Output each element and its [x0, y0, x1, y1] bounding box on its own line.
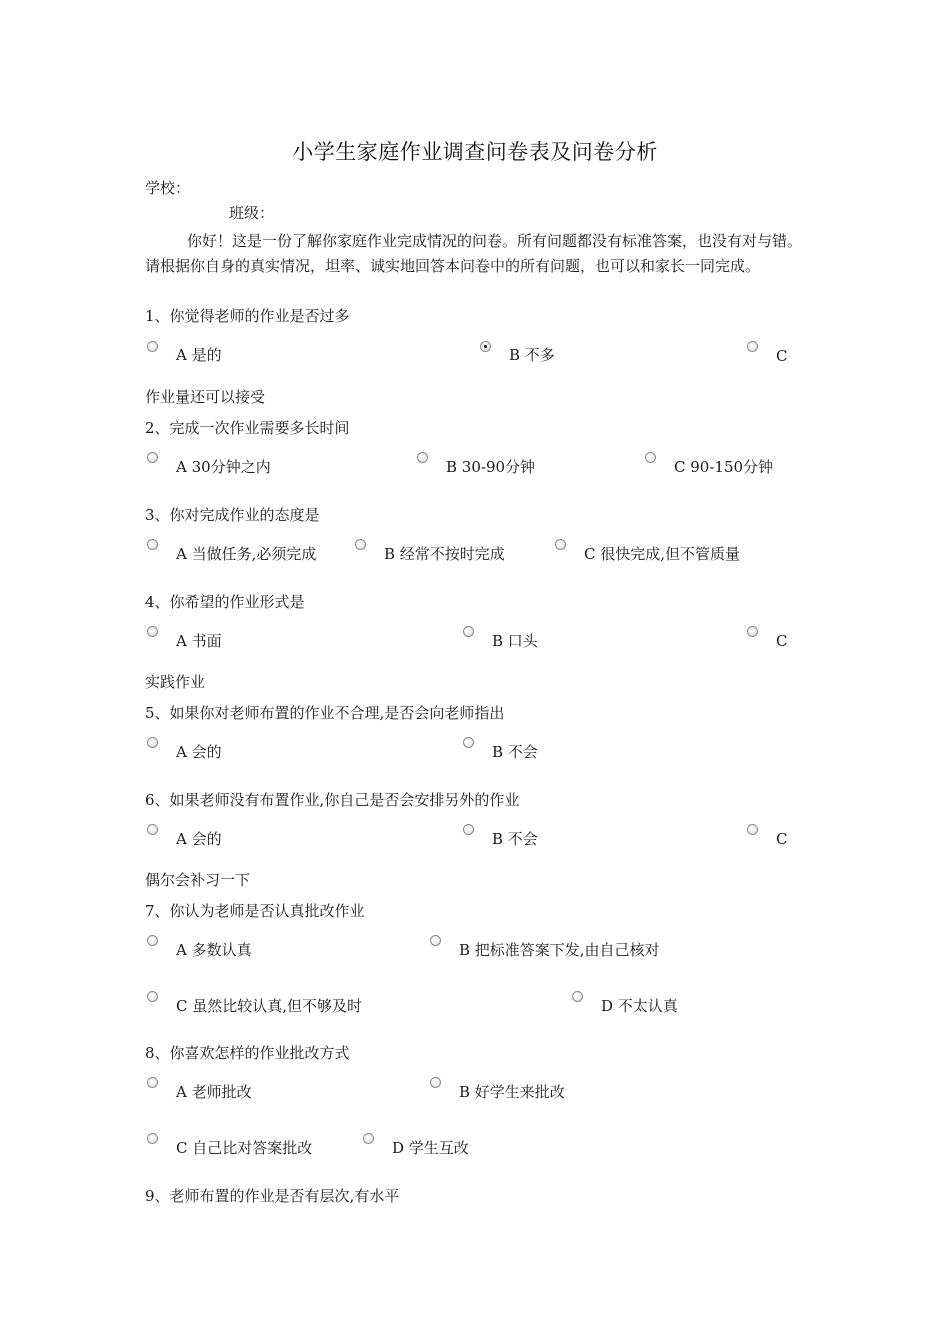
q4-option-c-continuation: 实践作业 [145, 673, 206, 691]
q4-option-a-radio[interactable] [147, 626, 158, 637]
question-5: 5、如果你对老师布置的作业不合理,是否会向老师指出 [145, 704, 505, 722]
q8-option-d-radio[interactable] [363, 1133, 374, 1144]
q4-option-c-radio[interactable] [747, 626, 758, 637]
q4-option-a-label: A 书面 [176, 632, 222, 650]
q6-option-b-radio[interactable] [463, 824, 474, 835]
q7-option-d-label: D 不太认真 [601, 997, 678, 1015]
q3-option-b-label: B 经常不按时完成 [384, 545, 505, 563]
question-3: 3、你对完成作业的态度是 [145, 506, 320, 524]
q8-option-c-radio[interactable] [147, 1133, 158, 1144]
q2-option-b-label: B 30-90分钟 [446, 458, 536, 476]
q5-option-a-label: A 会的 [176, 743, 222, 761]
q7-option-c-radio[interactable] [147, 991, 158, 1002]
q3-option-c-label: C 很快完成,但不管质量 [584, 545, 741, 563]
q7-option-a-radio[interactable] [147, 935, 158, 946]
q8-option-a-label: A 老师批改 [176, 1083, 252, 1101]
school-label: 学校： [145, 179, 191, 197]
q1-option-b-label: B 不多 [509, 346, 555, 364]
q7-option-a-label: A 多数认真 [176, 941, 252, 959]
q8-option-b-label: B 好学生来批改 [459, 1083, 565, 1101]
q5-option-b-radio[interactable] [463, 737, 474, 748]
q7-option-b-label: B 把标准答案下发,由自己核对 [459, 941, 660, 959]
q2-option-a-radio[interactable] [147, 452, 158, 463]
q8-option-b-radio[interactable] [430, 1077, 441, 1088]
question-8: 8、你喜欢怎样的作业批改方式 [145, 1044, 350, 1062]
page-title: 小学生家庭作业调查问卷表及问卷分析 [292, 140, 658, 164]
question-9: 9、老师布置的作业是否有层次,有水平 [145, 1187, 400, 1205]
q8-option-a-radio[interactable] [147, 1077, 158, 1088]
q3-option-a-label: A 当做任务,必须完成 [176, 545, 317, 563]
q6-option-a-radio[interactable] [147, 824, 158, 835]
q6-option-b-label: B 不会 [492, 830, 538, 848]
q8-option-d-label: D 学生互改 [392, 1139, 469, 1157]
intro-paragraph: 你好！这是一份了解你家庭作业完成情况的问卷。所有问题都没有标准答案，也没有对与错。请根据你自身的真实情况，坦率、诚实地回答本问卷中的所有问题，也可以和家长一同完成。 [145, 232, 803, 275]
q1-option-c-continuation: 作业量还可以接受 [145, 388, 266, 406]
q6-option-c-continuation: 偶尔会补习一下 [145, 871, 251, 889]
q4-option-c-label: C [776, 632, 788, 650]
q2-option-b-radio[interactable] [417, 452, 428, 463]
question-4: 4、你希望的作业形式是 [145, 593, 305, 611]
q6-option-c-label: C [776, 830, 788, 848]
q2-option-c-label: C 90-150分钟 [674, 458, 774, 476]
q2-option-a-label: A 30分钟之内 [176, 458, 271, 476]
q1-option-a-label: A 是的 [176, 346, 222, 364]
class-label: 班级： [229, 204, 275, 222]
q4-option-b-label: B 口头 [492, 632, 538, 650]
question-1: 1、你觉得老师的作业是否过多 [145, 307, 350, 325]
q7-option-b-radio[interactable] [430, 935, 441, 946]
q3-option-a-radio[interactable] [147, 539, 158, 550]
question-7: 7、你认为老师是否认真批改作业 [145, 902, 365, 920]
q1-option-b-radio[interactable] [480, 341, 491, 352]
q5-option-b-label: B 不会 [492, 743, 538, 761]
q1-option-a-radio[interactable] [147, 341, 158, 352]
q1-option-c-radio[interactable] [747, 341, 758, 352]
q3-option-c-radio[interactable] [555, 539, 566, 550]
q1-option-c-label: C [776, 347, 788, 365]
q4-option-b-radio[interactable] [463, 626, 474, 637]
q6-option-a-label: A 会的 [176, 830, 222, 848]
question-2: 2、完成一次作业需要多长时间 [145, 419, 350, 437]
question-6: 6、如果老师没有布置作业,你自己是否会安排另外的作业 [145, 791, 520, 809]
q8-option-c-label: C 自己比对答案批改 [176, 1139, 313, 1157]
q7-option-d-radio[interactable] [572, 991, 583, 1002]
q5-option-a-radio[interactable] [147, 737, 158, 748]
q3-option-b-radio[interactable] [355, 539, 366, 550]
q7-option-c-label: C 虽然比较认真,但不够及时 [176, 997, 363, 1015]
q2-option-c-radio[interactable] [645, 452, 656, 463]
q6-option-c-radio[interactable] [747, 824, 758, 835]
